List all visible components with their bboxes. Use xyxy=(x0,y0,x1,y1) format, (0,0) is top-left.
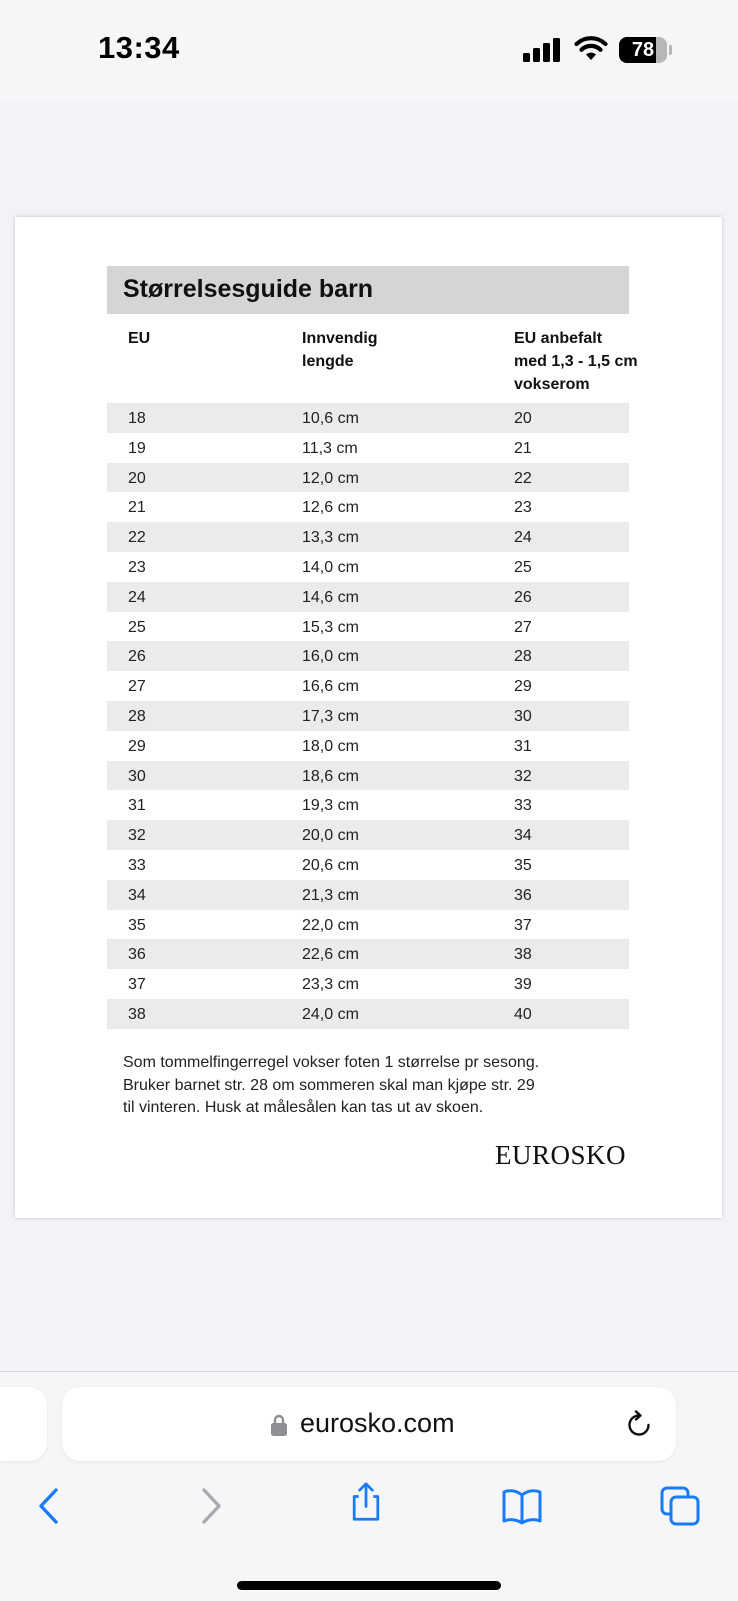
cell-inner-length: 14,6 cm xyxy=(302,588,359,606)
status-bar xyxy=(0,0,738,101)
cell-recommended-size: 31 xyxy=(514,737,532,755)
table-row xyxy=(107,701,629,731)
table-row xyxy=(107,552,629,582)
table-row xyxy=(107,790,629,820)
cell-inner-length: 22,0 cm xyxy=(302,916,359,934)
cell-eu-size: 31 xyxy=(128,797,146,815)
title-bar xyxy=(107,266,629,314)
cell-eu-size: 23 xyxy=(128,558,146,576)
cell-eu-size: 24 xyxy=(128,588,146,606)
tabs-icon[interactable] xyxy=(660,1486,700,1526)
table-row xyxy=(107,731,629,761)
cell-eu-size: 28 xyxy=(128,707,146,725)
previous-tab-preview[interactable] xyxy=(0,1387,47,1461)
cell-inner-length: 20,0 cm xyxy=(302,827,359,845)
address-bar[interactable] xyxy=(62,1387,676,1461)
size-guide-image xyxy=(15,217,722,1218)
cell-inner-length: 13,3 cm xyxy=(302,529,359,547)
cell-inner-length: 11,3 cm xyxy=(302,439,358,457)
cell-inner-length: 16,0 cm xyxy=(302,648,359,666)
cell-eu-size: 26 xyxy=(128,648,146,666)
cell-eu-size: 18 xyxy=(128,410,146,427)
table-row xyxy=(107,492,629,522)
cell-recommended-size: 28 xyxy=(514,648,532,666)
forward-icon[interactable] xyxy=(190,1486,230,1526)
browser-toolbar xyxy=(0,1371,738,1601)
page-title: Størrelsesguide barn xyxy=(123,275,374,303)
cell-eu-size: 30 xyxy=(128,767,146,785)
cell-recommended-size: 20 xyxy=(514,410,532,427)
cell-eu-size: 33 xyxy=(128,856,146,874)
table-row xyxy=(107,850,629,880)
cell-eu-size: 34 xyxy=(128,886,146,904)
cell-inner-length: 22,6 cm xyxy=(302,946,359,964)
battery-indicator xyxy=(619,37,671,63)
cell-recommended-size: 32 xyxy=(514,767,532,785)
lock-icon xyxy=(271,1414,287,1436)
status-time: 13:34 xyxy=(98,30,180,65)
cell-inner-length: 24,0 cm xyxy=(302,1005,359,1023)
back-icon[interactable] xyxy=(30,1486,70,1526)
table-row xyxy=(107,522,629,552)
cell-eu-size: 21 xyxy=(128,499,146,517)
table-row xyxy=(107,433,629,463)
table-row xyxy=(107,910,629,940)
cell-recommended-size: 21 xyxy=(514,439,532,457)
cell-recommended-size: 39 xyxy=(514,976,532,994)
brand-logo: EUROSKO xyxy=(495,1140,627,1170)
table-row xyxy=(107,641,629,671)
cell-inner-length: 12,0 cm xyxy=(302,469,359,487)
cell-recommended-size: 30 xyxy=(514,707,532,725)
footnote: Som tommelfingerregel vokser foten 1 størrelse pr sesong. Bruker barnet str. 28 om sommeren skal man kjøpe str. 29 til vinteren. Husk at målesålen kan tas ut av skoen. xyxy=(123,1054,540,1116)
home-indicator xyxy=(237,1581,501,1590)
cell-inner-length: 15,3 cm xyxy=(302,618,359,636)
cell-eu-size: 22 xyxy=(128,529,146,547)
share-icon[interactable] xyxy=(346,1482,386,1522)
cell-inner-length: 14,0 cm xyxy=(302,558,359,576)
cell-inner-length: 17,3 cm xyxy=(302,707,359,725)
table-row xyxy=(107,820,629,850)
table-row xyxy=(107,969,629,999)
cell-inner-length: 21,3 cm xyxy=(302,886,359,904)
cell-inner-length: 18,0 cm xyxy=(302,737,359,755)
table-row xyxy=(107,761,629,791)
column-header-recommended: EU anbefalt med 1,3 - 1,5 cm vokserom xyxy=(514,330,638,393)
bookmarks-icon[interactable] xyxy=(502,1486,542,1526)
table-row xyxy=(107,612,629,642)
cell-recommended-size: 24 xyxy=(514,529,532,547)
cell-recommended-size: 36 xyxy=(514,886,532,904)
cell-eu-size: 20 xyxy=(128,469,146,487)
table-row xyxy=(107,582,629,612)
cell-inner-length: 20,6 cm xyxy=(302,856,359,874)
cell-eu-size: 27 xyxy=(128,678,146,696)
table-row xyxy=(107,939,629,969)
cell-eu-size: 35 xyxy=(128,916,146,934)
reload-icon[interactable] xyxy=(624,1410,654,1440)
cell-recommended-size: 34 xyxy=(514,827,532,845)
table-row xyxy=(107,463,629,493)
cell-recommended-size: 26 xyxy=(514,588,532,606)
cellular-signal-icon xyxy=(523,38,563,62)
cell-recommended-size: 25 xyxy=(514,558,532,576)
cell-recommended-size: 35 xyxy=(514,856,532,874)
table-row xyxy=(107,880,629,910)
size-table xyxy=(107,403,629,1029)
cell-inner-length: 19,3 cm xyxy=(302,797,359,815)
column-header-inner-length: Innvendig lengde xyxy=(302,330,378,370)
cell-eu-size: 37 xyxy=(128,976,146,994)
table-row xyxy=(107,403,629,433)
cell-eu-size: 36 xyxy=(128,946,146,964)
cell-recommended-size: 37 xyxy=(514,916,532,934)
cell-recommended-size: 40 xyxy=(514,1005,532,1023)
wifi-icon xyxy=(574,36,608,62)
table-row xyxy=(107,671,629,701)
cell-recommended-size: 27 xyxy=(514,618,532,636)
cell-recommended-size: 29 xyxy=(514,678,532,696)
cell-eu-size: 38 xyxy=(128,1005,146,1023)
cell-recommended-size: 23 xyxy=(514,499,532,517)
cell-inner-length: 12,6 cm xyxy=(302,499,359,517)
cell-recommended-size: 33 xyxy=(514,797,532,815)
cell-inner-length: 10,6 cm xyxy=(302,410,359,427)
column-header-eu: EU xyxy=(128,330,151,347)
table-row xyxy=(107,999,629,1029)
cell-inner-length: 16,6 cm xyxy=(302,678,359,696)
cell-eu-size: 29 xyxy=(128,737,146,755)
battery-percent: 78 xyxy=(631,39,655,61)
cell-recommended-size: 38 xyxy=(514,946,532,964)
url-text[interactable]: eurosko.com xyxy=(300,1408,455,1438)
cell-eu-size: 19 xyxy=(128,439,146,457)
cell-recommended-size: 22 xyxy=(514,469,532,487)
cell-inner-length: 18,6 cm xyxy=(302,767,359,785)
cell-inner-length: 23,3 cm xyxy=(302,976,359,994)
cell-eu-size: 32 xyxy=(128,827,146,845)
cell-eu-size: 25 xyxy=(128,618,146,636)
